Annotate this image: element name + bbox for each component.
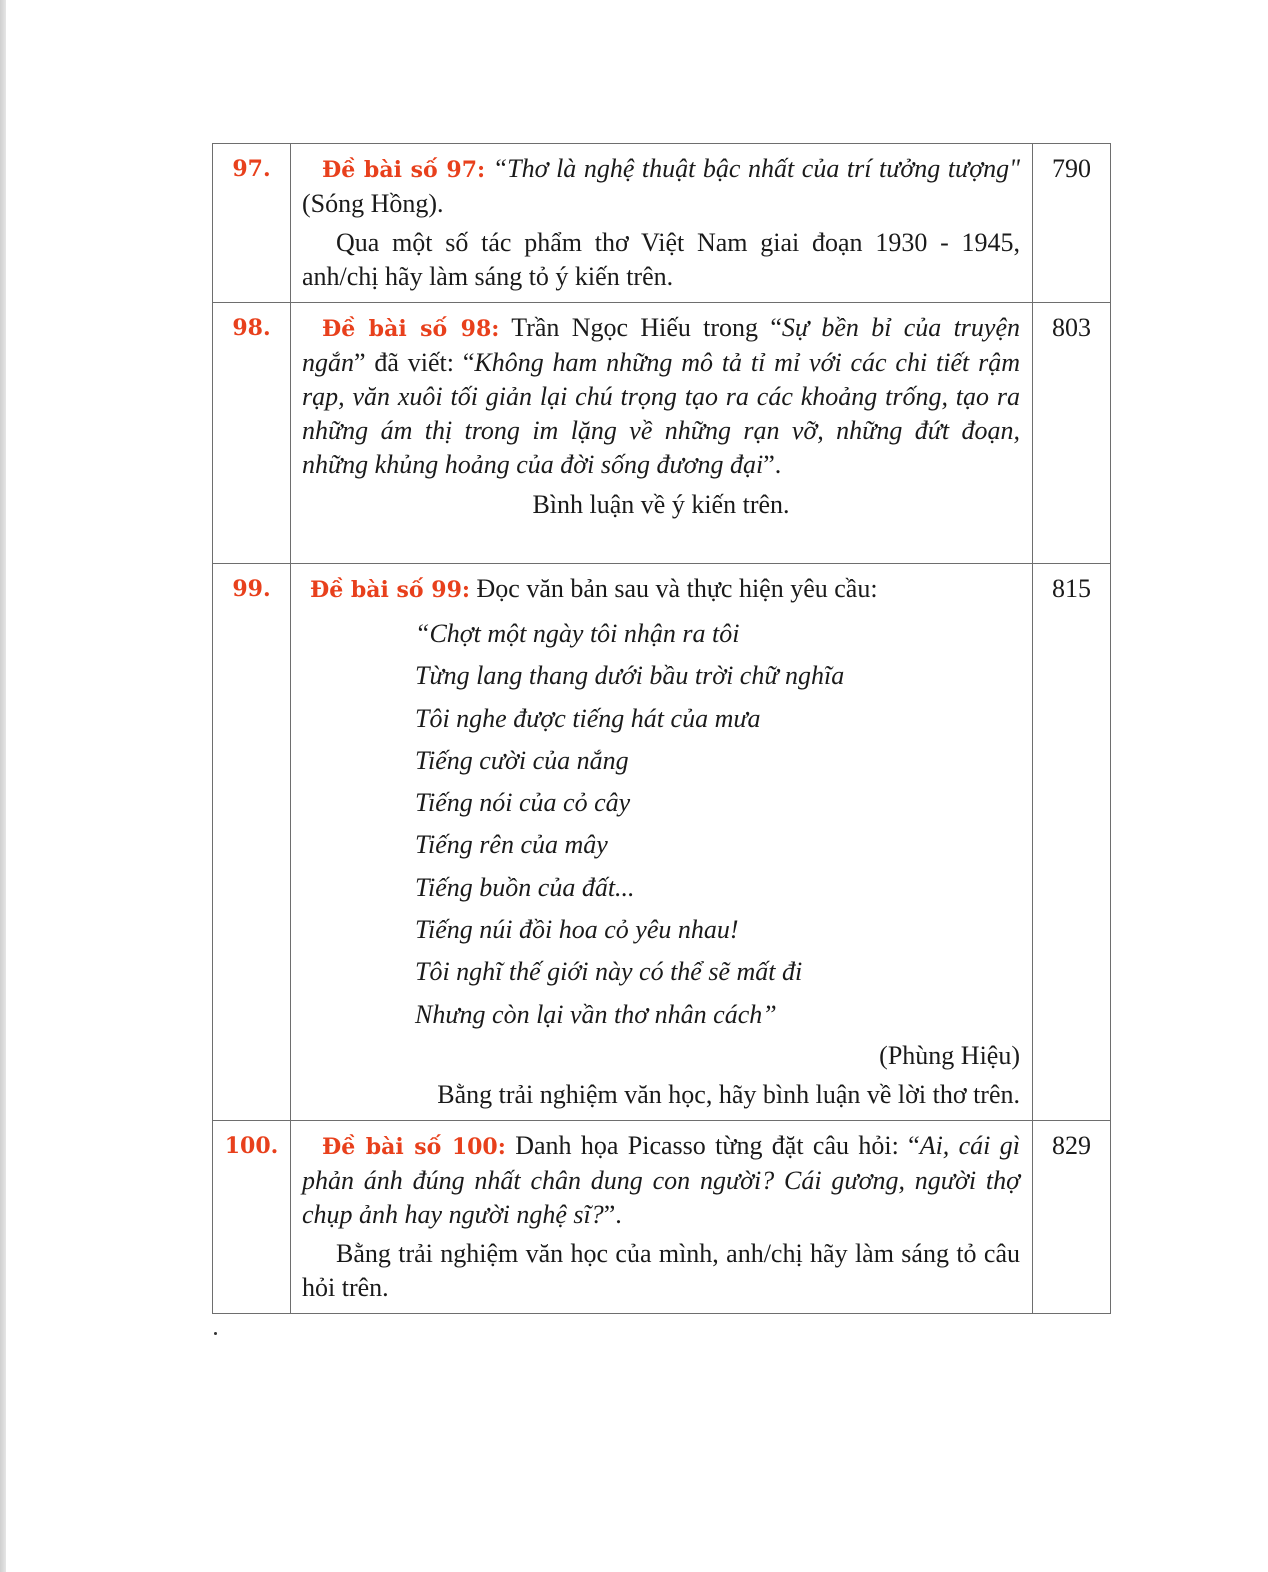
table-row	[213, 144, 1111, 303]
poem-line: Tiếng cười của nắng	[415, 745, 629, 775]
poem-line: Tôi nghĩ thế giới này có thể sẽ mất đi	[415, 957, 803, 987]
prompt-task: Bằng trải nghiệm văn học của mình, anh/chị hãy làm sáng tỏ câu hỏi trên.	[302, 1238, 1020, 1302]
poem-line: Tiếng núi đồi hoa cỏ yêu nhau!	[415, 915, 739, 945]
prompt-quote: “Thơ là nghệ thuật bậc nhất của trí tưởng tượng"	[492, 154, 1021, 183]
poem-author: (Phùng Hiệu)	[879, 1040, 1020, 1070]
prompt-task: Qua một số tác phẩm thơ Việt Nam giai đoạn 1930 - 1945, anh/chị hãy làm sáng tỏ ý kiến trên.	[302, 228, 1020, 291]
page-number: 829	[1033, 1120, 1111, 1313]
prompt-quote-end: ”.	[603, 1199, 622, 1229]
prompt-label: Đề bài số 97:	[322, 157, 486, 183]
row-number: 98.	[213, 303, 291, 564]
prompt-lead	[302, 152, 1020, 221]
prompt-cell	[291, 303, 1033, 564]
prompt-lead	[302, 1129, 1020, 1232]
poem-line: Tiếng rên của mây	[415, 830, 608, 860]
prompt-intro-after: ” đã viết: “	[354, 348, 475, 377]
poem-line: Tiếng nói của cỏ cây	[415, 788, 631, 818]
prompt-lead	[302, 572, 1020, 607]
prompt-cell	[291, 144, 1033, 303]
prompt-task: Bằng trải nghiệm văn học, hãy bình luận về lời thơ trên.	[437, 1079, 1020, 1109]
poem-line: Tôi nghe được tiếng hát của mưa	[415, 703, 761, 733]
prompt-label: Đề bài số 100:	[322, 1133, 506, 1160]
table-row	[213, 564, 1111, 1121]
table-row	[213, 1120, 1111, 1313]
page-edge	[0, 0, 6, 1572]
essay-prompt-table	[212, 143, 1111, 1314]
prompt-label: Đề bài số 99:	[310, 577, 470, 603]
table-row	[213, 303, 1111, 564]
prompt-quote-end: ”.	[763, 450, 782, 479]
poem-line: Nhưng còn lại vần thơ nhân cách”	[415, 999, 777, 1029]
prompt-intro: Đọc văn bản sau và thực hiện yêu cầu:	[470, 574, 878, 603]
row-number: 97.	[213, 144, 291, 303]
prompt-intro: Trần Ngọc Hiếu trong “	[499, 313, 782, 342]
prompt-quote: Không ham những mô tả tỉ mỉ với các chi tiết rậm rạp, văn xuôi tối giản lại chú trọng tạo ra các khoảng trống, tạo ra những ám thị trong im lặng về những rạn vỡ, những đứt đoạn, những khủng hoảng của đời sống đương đại	[302, 348, 1020, 479]
page-number: 815	[1033, 564, 1111, 1121]
work-title: Sự bền bỉ của truyện ngắn	[302, 313, 1020, 377]
prompt-lead	[302, 311, 1020, 482]
prompt-task: Bình luận về ý kiến trên.	[532, 490, 790, 519]
row-number: 100.	[213, 1120, 291, 1313]
prompt-cell	[291, 564, 1033, 1121]
poem-line: Từng lang thang dưới bầu trời chữ nghĩa	[415, 661, 845, 691]
row-number: 99.	[213, 564, 291, 1121]
poem-line: Tiếng buồn của đất...	[415, 872, 635, 902]
page-number: 803	[1033, 303, 1111, 564]
prompt-intro: Danh họa Picasso từng đặt câu hỏi: “	[505, 1130, 920, 1160]
prompt-label: Đề bài số 98:	[322, 316, 500, 342]
stray-dot	[214, 1332, 217, 1335]
prompt-source: (Sóng Hồng).	[302, 189, 444, 218]
poem-line: “Chợt một ngày tôi nhận ra tôi	[415, 619, 740, 648]
page-number: 790	[1033, 144, 1111, 303]
prompt-cell	[291, 1120, 1033, 1313]
poem	[302, 613, 1020, 1036]
prompt-quote: Ai, cái gì phản ánh đúng nhất chân dung con người? Cái gương, người thợ chụp ảnh hay người nghệ sĩ?	[302, 1130, 1020, 1229]
